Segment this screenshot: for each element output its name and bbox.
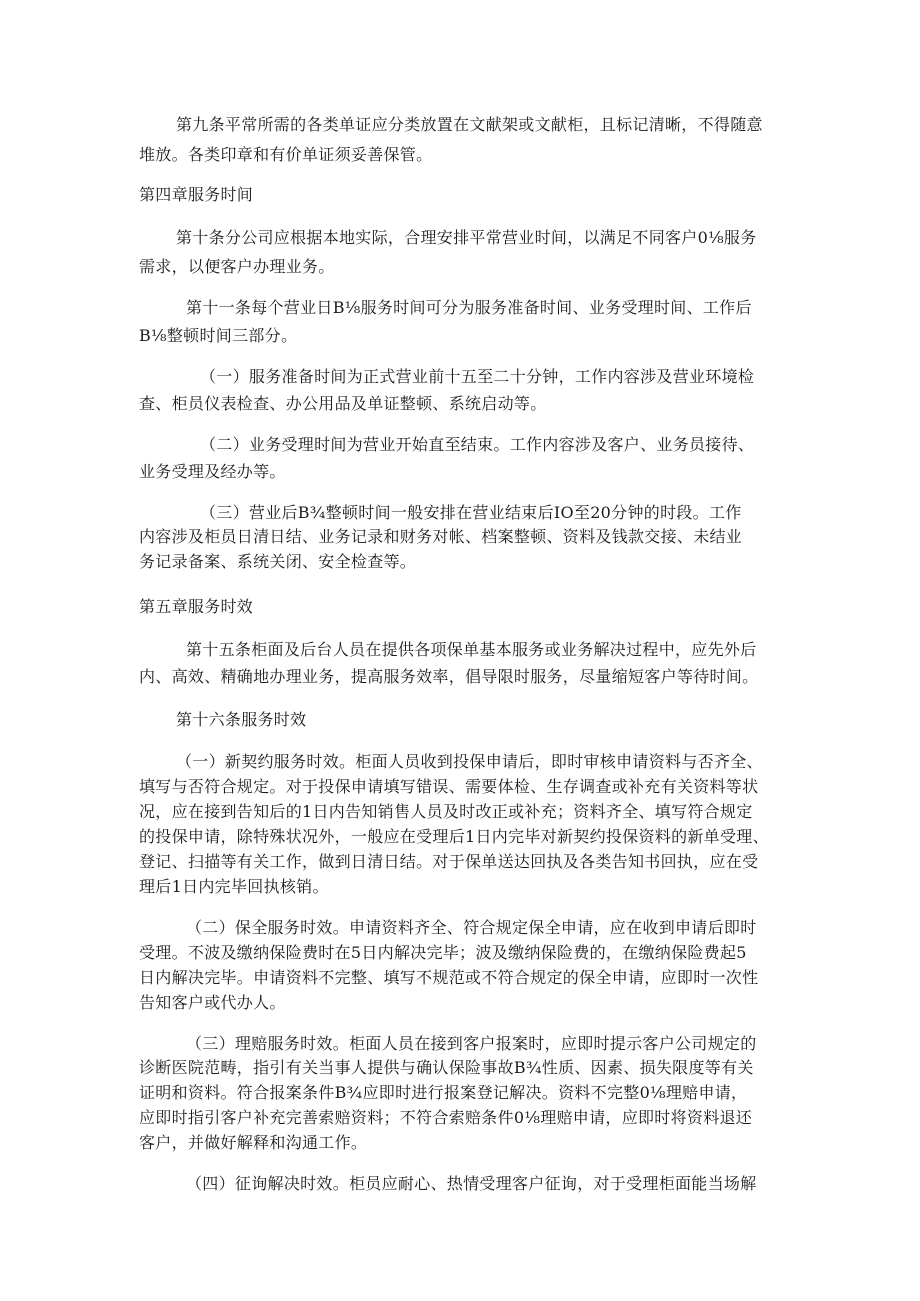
text-line: B⅛整顿时间三部分。 [139, 326, 298, 345]
text-line: 第十五条柜面及后台人员在提供各项保单基本服务或业务解决过程中，应先外后 [186, 640, 757, 659]
text-line: （二）业务受理时间为营业开始直至结束。工作内容涉及客户、业务员接待、 [200, 435, 755, 454]
text-line: 堆放。各类印章和有价单证须妥善保管。 [139, 145, 433, 164]
text-line: 第十一条每个营业日B⅛服务时间可分为服务准备时间、业务受理时间、工作后 [186, 298, 752, 317]
text-line: 内容涉及柜员日清日结、业务记录和财务对帐、档案整顿、资料及钱款交接、未结业 [139, 527, 743, 546]
text-line: 登记、扫描等有关工作，做到日清日结。对于保单送达回执及各类告知书回执，应在受 [139, 852, 759, 871]
text-line: 的投保申请，除特殊状况外，一般应在受理后1日内完毕对新契约投保资料的新单受理、 [139, 827, 769, 846]
text-line: （二）保全服务时效。申请资料齐全、符合规定保全申请，应在收到申请后即时 [186, 918, 757, 937]
text-line: 第九条平常所需的各类单证应分类放置在文献架或文献柜，且标记清晰，不得随意 [176, 115, 763, 134]
text-line: 况，应在接到告知后的1日内告知销售人员及时改正或补充；资料齐全、填写符合规定 [139, 802, 753, 821]
text-line: 受理。不波及缴纳保险费时在5日内解决完毕；波及缴纳保险费的，在缴纳保险费起5 [139, 943, 747, 962]
text-line: 内、高效、精确地办理业务，提高服务效率，倡导限时服务，尽量缩短客户等待时间。 [139, 667, 759, 686]
text-line: 需求，以便客户办理业务。 [139, 257, 335, 276]
text-line: （四）征询解决时效。柜员应耐心、热情受理客户征询，对于受理柜面能当场解 [186, 1174, 757, 1193]
text-line: （一）新契约服务时效。柜面人员收到投保申请后，即时审核申请资料与否齐全、 [176, 752, 763, 771]
text-line: （三）营业后B¾整顿时间一般安排在营业结束后IO至20分钟的时段。工作 [200, 503, 742, 522]
text-line: 理后1日内完毕回执核销。 [139, 877, 329, 896]
text-line: （一）服务准备时间为正式营业前十五至二十分钟，工作内容涉及营业环境检 [200, 367, 755, 386]
text-line: 查、柜员仪表检查、办公用品及单证整顿、系统启动等。 [139, 394, 547, 413]
text-line: 日内解决完毕。申请资料不完整、填写不规范或不符合规定的保全申请，应即时一次性 [139, 968, 759, 987]
text-line: 告知客户或代办人。 [139, 993, 286, 1012]
text-line: 应即时指引客户补充完善索赔资料；不符合索赔条件0⅛理赔申请，应即时将资料退还 [139, 1108, 753, 1127]
text-line: 证明和资料。符合报案条件B¾应即时进行报案登记解决。资料不完整0⅛理赔申请， [139, 1083, 748, 1102]
text-line: 诊断医院范畴，指引有关当事人提供与确认保险事故B¾性质、因素、损失限度等有关 [139, 1058, 754, 1077]
text-line: 填写与否符合规定。对于投保申请填写错误、需要体检、生存调查或补充有关资料等状 [139, 777, 759, 796]
text-line: 第十条分公司应根据本地实际，合理安排平常营业时间，以满足不同客户0⅛服务 [176, 228, 757, 247]
chapter-heading: 第四章服务时间 [139, 185, 254, 204]
text-line: （三）理赔服务时效。柜面人员在接到客户报案时，应即时提示客户公司规定的 [186, 1034, 757, 1053]
article-heading: 第十六条服务时效 [176, 710, 307, 729]
text-line: 务记录备案、系统关闭、安全检查等。 [139, 552, 417, 571]
text-line: 业务受理及经办等。 [139, 462, 286, 481]
chapter-heading: 第五章服务时效 [139, 597, 254, 616]
text-line: 客户，并做好解释和沟通工作。 [139, 1133, 368, 1152]
